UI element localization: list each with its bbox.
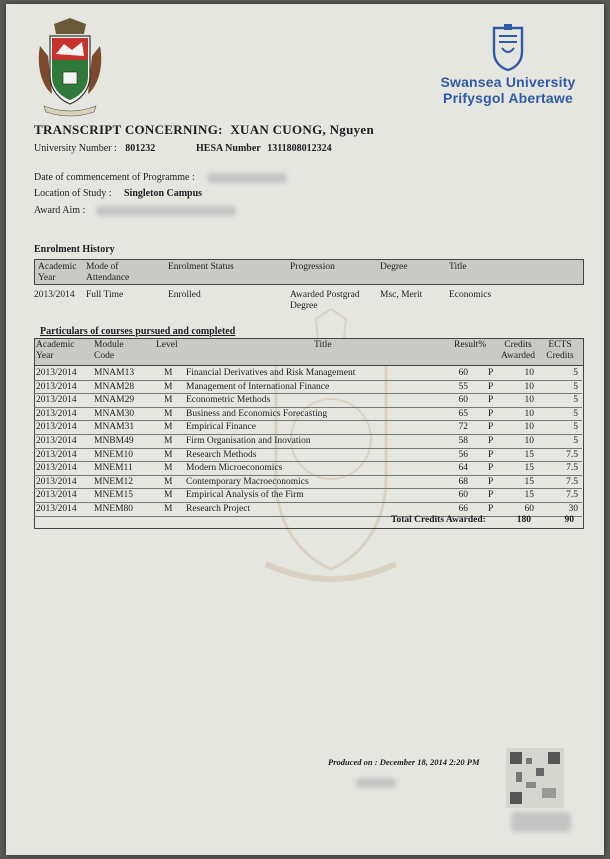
course-title: Research Project <box>186 504 251 514</box>
university-number-label: University Number : <box>34 143 117 154</box>
course-level: M <box>164 449 173 460</box>
course-ects: 5 <box>573 436 578 446</box>
course-title: Empirical Analysis of the Firm <box>186 490 304 501</box>
course-title: Business and Economics Forecasting <box>186 408 328 419</box>
redacted-stamp <box>511 812 571 832</box>
course-header-level: Level <box>156 340 178 350</box>
course-result: 72 <box>458 422 468 433</box>
course-level: M <box>164 422 173 433</box>
course-level: M <box>164 381 173 392</box>
course-credits: 60 <box>524 504 534 514</box>
university-number-line <box>34 143 155 154</box>
total-ects-value: 90 <box>564 515 574 525</box>
course-title: Contemporary Macroeconomics <box>186 476 309 487</box>
course-ects: 5 <box>573 381 578 392</box>
course-year: 2013/2014 <box>36 381 77 392</box>
redacted-footer <box>356 778 396 788</box>
course-code: MNBM49 <box>94 436 134 446</box>
course-ects: 30 <box>568 504 578 514</box>
enrol-degree: Msc, Merit <box>380 290 423 300</box>
course-grade: P <box>488 476 494 487</box>
course-year: 2013/2014 <box>36 395 77 406</box>
course-result: 68 <box>458 476 468 487</box>
enrol-header-status: Enrolment Status <box>168 262 234 272</box>
course-code: MNAM30 <box>94 408 135 419</box>
university-crest-icon <box>34 16 106 120</box>
course-year: 2013/2014 <box>36 476 77 487</box>
course-result: 66 <box>458 504 468 514</box>
course-grade: P <box>488 368 494 378</box>
course-result: 60 <box>458 368 468 378</box>
enrol-header-title: Title <box>449 262 467 272</box>
course-grade: P <box>488 395 494 406</box>
course-code: MNAM29 <box>94 395 135 406</box>
course-code: MNEM12 <box>94 476 134 487</box>
location-value: Singleton Campus <box>124 188 203 199</box>
course-result: 60 <box>458 490 468 501</box>
hesa-line <box>196 143 332 154</box>
course-credits: 10 <box>524 408 534 419</box>
course-year: 2013/2014 <box>36 490 77 501</box>
course-code: MNEM11 <box>94 463 133 474</box>
course-ects: 7.5 <box>566 463 578 474</box>
produced-on: Produced on : December 18, 2014 2:20 PM <box>328 757 480 767</box>
row-divider <box>34 516 582 517</box>
course-header-ects: ECTS Credits <box>546 340 574 361</box>
course-grade: P <box>488 422 494 433</box>
course-result: 56 <box>458 449 468 460</box>
course-title: Research Methods <box>186 449 257 460</box>
redacted-award <box>96 206 236 216</box>
award-line <box>34 205 236 216</box>
enrol-status: Enrolled <box>168 290 201 300</box>
course-level: M <box>164 395 173 406</box>
course-result: 55 <box>458 381 468 392</box>
course-grade: P <box>488 408 494 419</box>
course-ects: 5 <box>573 368 578 378</box>
transcript-page <box>6 4 604 855</box>
course-ects: 7.5 <box>566 490 578 501</box>
course-title: Management of International Finance <box>186 381 330 392</box>
hologram-security-icon <box>506 748 564 808</box>
course-year: 2013/2014 <box>36 504 77 514</box>
course-credits: 10 <box>524 422 534 433</box>
total-credits-label: Total Credits Awarded: <box>391 515 486 525</box>
course-level: M <box>164 476 173 487</box>
course-title: Empirical Finance <box>186 422 256 433</box>
course-year: 2013/2014 <box>36 368 77 378</box>
enrol-header-degree: Degree <box>380 262 408 272</box>
university-number: 801232 <box>125 143 156 154</box>
course-code: MNAM28 <box>94 381 135 392</box>
course-level: M <box>164 504 173 514</box>
course-code: MNEM80 <box>94 504 134 514</box>
enrol-header-mode: Mode of Attendance <box>86 262 130 283</box>
course-year: 2013/2014 <box>36 449 77 460</box>
location-label: Location of Study : <box>34 188 112 199</box>
student-name: XUAN CUONG, Nguyen <box>230 122 375 137</box>
course-grade: P <box>488 490 494 501</box>
course-credits: 10 <box>524 368 534 378</box>
course-code: MNAM13 <box>94 368 135 378</box>
course-level: M <box>164 368 173 378</box>
total-credits-value: 180 <box>516 515 531 525</box>
university-name-en: Swansea University <box>440 74 576 90</box>
swansea-logo <box>438 22 578 106</box>
course-header-result: Result% <box>454 340 487 350</box>
location-line <box>34 188 202 199</box>
course-title: Modern Microeconomics <box>186 463 283 474</box>
award-label: Award Aim : <box>34 205 86 216</box>
course-code: MNEM10 <box>94 449 134 460</box>
transcript-label: TRANSCRIPT CONCERNING: <box>34 122 223 137</box>
course-ects: 7.5 <box>566 449 578 460</box>
course-title: Firm Organisation and Inovation <box>186 436 311 446</box>
enrol-title: Economics <box>449 290 492 300</box>
course-credits: 10 <box>524 381 534 392</box>
course-header-year: Academic Year <box>36 340 75 361</box>
course-level: M <box>164 408 173 419</box>
course-grade: P <box>488 504 494 514</box>
course-level: M <box>164 463 173 474</box>
course-level: M <box>164 490 173 501</box>
course-grade: P <box>488 463 494 474</box>
page-title <box>34 122 374 138</box>
course-title: Econometric Methods <box>186 395 271 406</box>
swansea-shield-icon <box>490 22 526 72</box>
course-year: 2013/2014 <box>36 463 77 474</box>
course-year: 2013/2014 <box>36 436 77 446</box>
enrol-header-year: Academic Year <box>38 262 77 283</box>
enrolment-heading: Enrolment History <box>34 244 115 255</box>
course-ects: 5 <box>573 422 578 433</box>
hesa-number: 1311808012324 <box>267 143 332 154</box>
course-level: M <box>164 436 173 446</box>
course-credits: 10 <box>524 395 534 406</box>
university-name-cy: Prifysgol Abertawe <box>443 90 573 106</box>
courses-heading: Particulars of courses pursued and completed <box>40 326 236 337</box>
course-header-credits: Credits Awarded <box>501 340 535 361</box>
course-grade: P <box>488 436 494 446</box>
course-ects: 7.5 <box>566 476 578 487</box>
course-code: MNEM15 <box>94 490 134 501</box>
course-code: MNAM31 <box>94 422 135 433</box>
course-credits: 15 <box>524 490 534 501</box>
course-title: Financial Derivatives and Risk Management <box>186 368 356 378</box>
hesa-label: HESA Number <box>196 143 261 154</box>
enrol-year: 2013/2014 <box>34 290 75 300</box>
course-header-code: Module Code <box>94 340 124 361</box>
course-header-title: Title <box>314 340 332 350</box>
commencement-line <box>34 172 287 183</box>
course-ects: 5 <box>573 408 578 419</box>
course-credits: 15 <box>524 463 534 474</box>
course-result: 65 <box>458 408 468 419</box>
course-grade: P <box>488 381 494 392</box>
course-year: 2013/2014 <box>36 422 77 433</box>
course-grade: P <box>488 449 494 460</box>
course-credits: 10 <box>524 436 534 446</box>
course-year: 2013/2014 <box>36 408 77 419</box>
course-ects: 5 <box>573 395 578 406</box>
enrol-mode: Full Time <box>86 290 124 300</box>
course-result: 60 <box>458 395 468 406</box>
course-result: 64 <box>458 463 468 474</box>
commencement-label: Date of commencement of Programme : <box>34 172 195 183</box>
course-result: 58 <box>458 436 468 446</box>
course-credits: 15 <box>524 449 534 460</box>
enrol-progression: Awarded Postgrad Degree <box>290 290 360 311</box>
redacted-date <box>207 173 287 183</box>
enrol-header-progression: Progression <box>290 262 335 272</box>
course-credits: 15 <box>524 476 534 487</box>
